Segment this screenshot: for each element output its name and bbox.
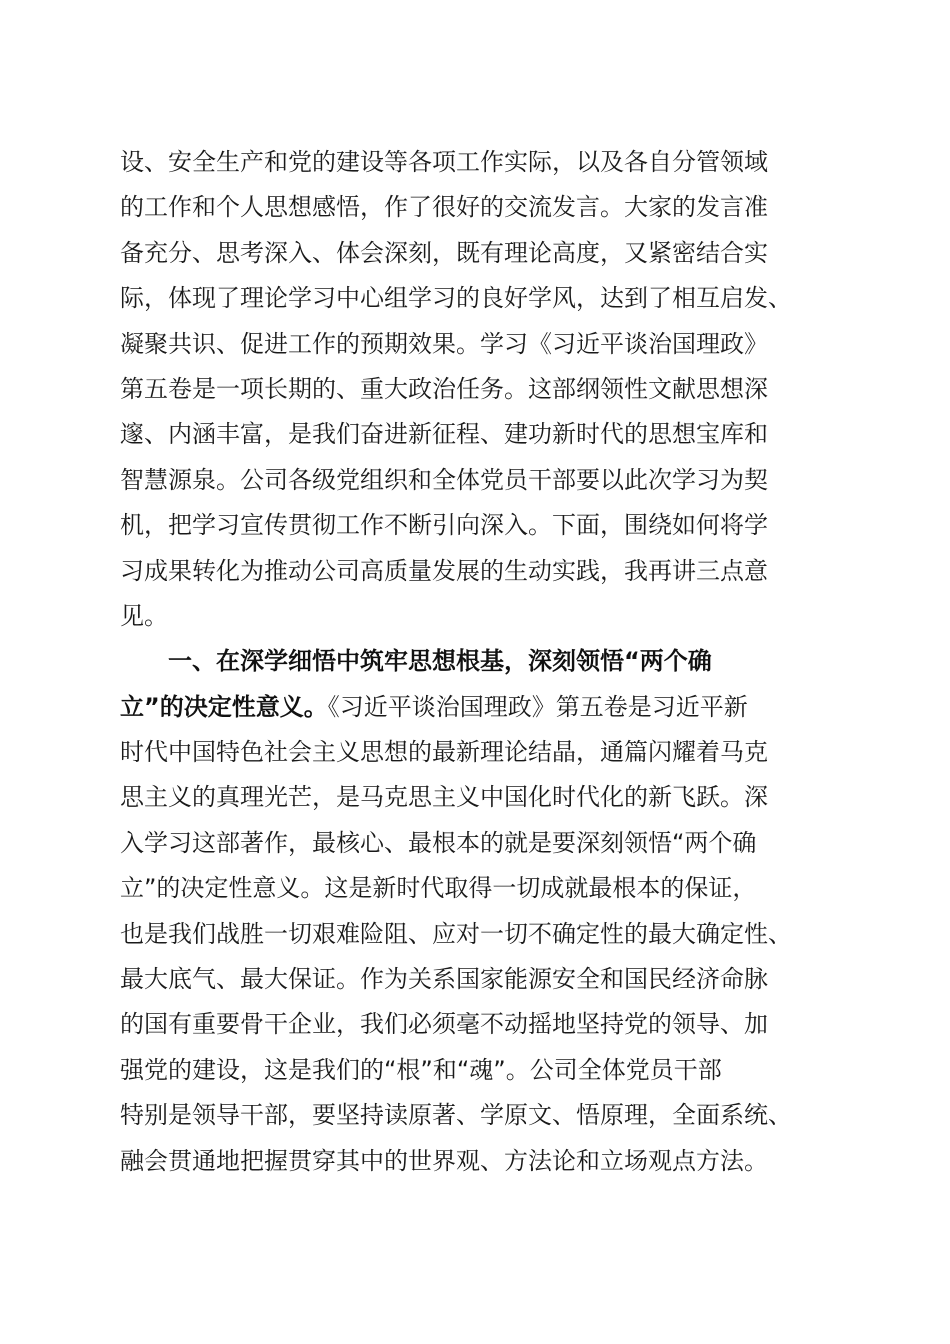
text-line: 智慧源泉。公司各级党组织和全体党员干部要以此次学习为契	[120, 465, 768, 494]
text-line: 也是我们战胜一切艰难险阻、应对一切不确定性的最大确定性、	[120, 919, 792, 948]
text-line: 习成果转化为推动公司高质量发展的生动实践，我再讲三点意	[120, 556, 768, 585]
text-line: 第五卷是一项长期的、重大政治任务。这部纲领性文献思想深	[120, 374, 768, 403]
text-line: 入学习这部著作，最核心、最根本的就是要深刻领悟“两个确	[120, 828, 757, 857]
section-one	[120, 639, 860, 1184]
text-span: 《习近平谈治国理政》第五卷是习近平新	[327, 692, 748, 721]
text-line: 强党的建设，这是我们的“根”和“魂”。公司全体党员干部	[120, 1055, 722, 1084]
text-line: 凝聚共识、促进工作的预期效果。学习《习近平谈治国理政》	[120, 329, 768, 358]
text-line: 时代中国特色社会主义思想的最新理论结晶，通篇闪耀着马克	[120, 738, 768, 767]
text-line: 立”的决定性意义。这是新时代取得一切成就最根本的保证，	[120, 874, 757, 903]
text-line	[120, 685, 860, 730]
text-line: 设、安全生产和党的建设等各项工作实际，以及各自分管领域	[120, 148, 768, 176]
paragraph-intro	[120, 140, 860, 639]
text-line: 备充分、思考深入、体会深刻，既有理论高度，又紧密结合实	[120, 238, 768, 267]
text-line: 的工作和个人思想感悟，作了很好的交流发言。大家的发言准	[120, 193, 768, 222]
text-line: 的国有重要骨干企业，我们必须毫不动摇地坚持党的领导、加	[120, 1010, 768, 1039]
text-line: 际，体现了理论学习中心组学习的良好学风，达到了相互启发、	[120, 284, 792, 313]
text-line: 最大底气、最大保证。作为关系国家能源安全和国民经济命脉	[120, 965, 768, 994]
text-line: 思主义的真理光芒，是马克思主义中国化时代化的新飞跃。深	[120, 783, 768, 812]
document-body	[120, 140, 860, 1184]
text-line: 邃、内涵丰富，是我们奋进新征程、建功新时代的思想宝库和	[120, 420, 768, 449]
section-heading: 一、在深学细悟中筑牢思想根基，深刻领悟“两个确	[168, 647, 712, 676]
section-heading-end: 立”的决定性意义。	[120, 692, 328, 721]
text-line: 见。	[120, 601, 168, 630]
text-line: 机，把学习宣传贯彻工作不断引向深入。下面，围绕如何将学	[120, 511, 768, 540]
text-line: 融会贯通地把握贯穿其中的世界观、方法论和立场观点方法。	[120, 1146, 768, 1175]
text-line: 特别是领导干部，要坚持读原著、学原文、悟原理，全面系统、	[120, 1101, 792, 1130]
